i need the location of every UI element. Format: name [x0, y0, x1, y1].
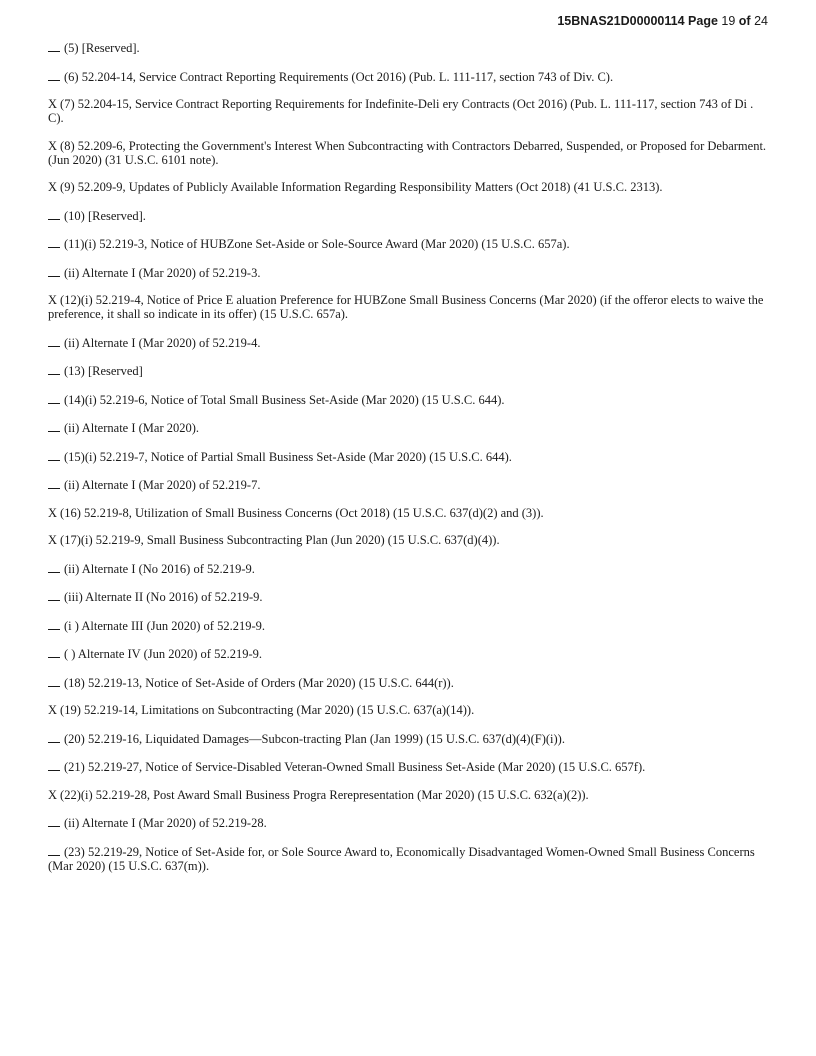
- clause-text: (22)(i) 52.219-28, Post Award Small Business Progra Rerepresentation (Mar 2020) (15 U.S.C. 632(a)(2)).: [60, 787, 589, 802]
- clause-item: [48, 420, 768, 435]
- checkbox-mark: X: [48, 505, 58, 520]
- clause-text: (ii) Alternate I (Mar 2020) of 52.219-4.: [64, 335, 261, 350]
- checkbox-mark: [48, 477, 60, 489]
- checkbox-mark: [48, 815, 60, 827]
- checkbox-mark: [48, 335, 60, 347]
- checkbox-mark: [48, 449, 60, 461]
- clause-item: [48, 392, 768, 407]
- clause-item: [48, 533, 768, 547]
- checkbox-mark: X: [48, 138, 58, 153]
- page-total: 24: [754, 14, 768, 28]
- clause-text: (14)(i) 52.219-6, Notice of Total Small Business Set-Aside (Mar 2020) (15 U.S.C. 644).: [64, 392, 505, 407]
- clause-item: [48, 618, 768, 633]
- clause-item: [48, 40, 768, 55]
- clause-item: [48, 675, 768, 690]
- checkbox-mark: [48, 363, 60, 375]
- clause-text: (16) 52.219-8, Utilization of Small Business Concerns (Oct 2018) (15 U.S.C. 637(d)(2) and (3)).: [60, 505, 544, 520]
- clause-text: (19) 52.219-14, Limitations on Subcontracting (Mar 2020) (15 U.S.C. 637(a)(14)).: [60, 703, 475, 717]
- clause-text: (ii) Alternate I (No 2016) of 52.219-9.: [64, 561, 255, 576]
- clause-item: [48, 759, 768, 774]
- clause-text: (9) 52.209-9, Updates of Publicly Available Information Regarding Responsibility Matters (Oct 2018) (41 U.S.C. 2313).: [60, 180, 663, 194]
- clause-text: (ii) Alternate I (Mar 2020) of 52.219-28.: [64, 816, 267, 830]
- clause-item: [48, 788, 768, 802]
- checkbox-mark: [48, 646, 60, 658]
- clause-list: [48, 40, 768, 886]
- clause-text: (17)(i) 52.219-9, Small Business Subcontracting Plan (Jun 2020) (15 U.S.C. 637(d)(4)).: [60, 533, 500, 547]
- clause-item: [48, 449, 768, 464]
- clause-text: (6) 52.204-14, Service Contract Reporting Requirements (Oct 2016) (Pub. L. 111-117, section 743 of Div. C).: [64, 69, 614, 84]
- clause-text: (i ) Alternate III (Jun 2020) of 52.219-9.: [64, 618, 265, 633]
- checkbox-mark: [48, 618, 60, 630]
- clause-text: (21) 52.219-27, Notice of Service-Disabled Veteran-Owned Small Business Set-Aside (Mar 2020) (15 U.S.C. 657f).: [64, 760, 646, 774]
- clause-text: (23) 52.219-29, Notice of Set-Aside for, or Sole Source Award to, Economically Disadvantaged Women-Owned Small Business Concerns (Mar 2020) (15 U.S.C. 637(m)).: [48, 844, 755, 873]
- clause-text: (15)(i) 52.219-7, Notice of Partial Small Business Set-Aside (Mar 2020) (15 U.S.C. 644).: [64, 449, 512, 464]
- clause-item: [48, 180, 768, 194]
- page-of-label: of: [738, 14, 751, 28]
- clause-item: [48, 815, 768, 830]
- clause-text: (7) 52.204-15, Service Contract Reporting Requirements for Indefinite-Deli ery Contracts (Oct 2016) (Pub. L. 111-117, section 743 of Di . C).: [48, 97, 754, 125]
- page-number: 19: [721, 14, 736, 28]
- checkbox-mark: [48, 40, 60, 52]
- clause-item: [48, 506, 768, 520]
- clause-text: (11)(i) 52.219-3, Notice of HUBZone Set-Aside or Sole-Source Award (Mar 2020) (15 U.S.C. 657a).: [64, 237, 570, 251]
- clause-item: [48, 97, 768, 125]
- checkbox-mark: [48, 759, 60, 771]
- checkbox-mark: [48, 675, 60, 687]
- checkbox-mark: X: [48, 533, 58, 547]
- clause-item: [48, 703, 768, 717]
- checkbox-mark: [48, 731, 60, 743]
- clause-item: [48, 208, 768, 223]
- checkbox-mark: X: [48, 97, 58, 111]
- clause-item: [48, 293, 768, 321]
- clause-item: [48, 265, 768, 280]
- clause-text: (8) 52.209-6, Protecting the Government's Interest When Subcontracting with Contractors Debarred, Suspended, or Proposed for Debarment. (Jun 2020) (31 U.S.C. 6101 note).: [48, 138, 767, 167]
- checkbox-mark: [48, 844, 60, 856]
- clause-item: [48, 561, 768, 576]
- checkbox-mark: [48, 420, 60, 432]
- clause-item: [48, 236, 768, 251]
- checkbox-mark: [48, 392, 60, 404]
- clause-item: [48, 646, 768, 661]
- clause-text: (ii) Alternate I (Mar 2020).: [64, 421, 200, 435]
- clause-item: [48, 844, 768, 873]
- clause-text: (5) [Reserved].: [64, 41, 140, 55]
- checkbox-mark: [48, 561, 60, 573]
- clause-text: (ii) Alternate I (Mar 2020) of 52.219-7.: [64, 478, 261, 492]
- clause-text: (13) [Reserved]: [64, 364, 143, 378]
- clause-item: [48, 589, 768, 604]
- checkbox-mark: X: [48, 703, 58, 717]
- clause-text: (iii) Alternate II (No 2016) of 52.219-9.: [64, 590, 263, 604]
- checkbox-mark: X: [48, 293, 58, 307]
- clause-text: (ii) Alternate I (Mar 2020) of 52.219-3.: [64, 265, 261, 280]
- page-label: Page: [688, 14, 718, 28]
- checkbox-mark: [48, 208, 60, 220]
- checkbox-mark: [48, 265, 60, 277]
- clause-item: [48, 731, 768, 746]
- clause-item: [48, 477, 768, 492]
- checkbox-mark: X: [48, 180, 58, 194]
- clause-text: (20) 52.219-16, Liquidated Damages—Subcon-tracting Plan (Jan 1999) (15 U.S.C. 637(d)(4)(F)(i)).: [64, 731, 565, 746]
- clause-item: [48, 335, 768, 350]
- clause-item: [48, 69, 768, 84]
- clause-text: (18) 52.219-13, Notice of Set-Aside of Orders (Mar 2020) (15 U.S.C. 644(r)).: [64, 675, 454, 690]
- clause-text: (12)(i) 52.219-4, Notice of Price E aluation Preference for HUBZone Small Business Concerns (Mar 2020) (if the offeror elects to waive the preference, it shall so indicate in its offer) (15 U.S.C. 657a).: [48, 293, 764, 321]
- clause-item: [48, 363, 768, 378]
- page-header: [557, 14, 768, 28]
- document-id: 15BNAS21D00000114: [557, 14, 685, 28]
- clause-item: [48, 139, 768, 167]
- clause-text: (10) [Reserved].: [64, 208, 146, 223]
- checkbox-mark: X: [48, 787, 58, 802]
- checkbox-mark: [48, 589, 60, 601]
- clause-text: ( ) Alternate IV (Jun 2020) of 52.219-9.: [64, 647, 262, 661]
- checkbox-mark: [48, 236, 60, 248]
- checkbox-mark: [48, 69, 60, 81]
